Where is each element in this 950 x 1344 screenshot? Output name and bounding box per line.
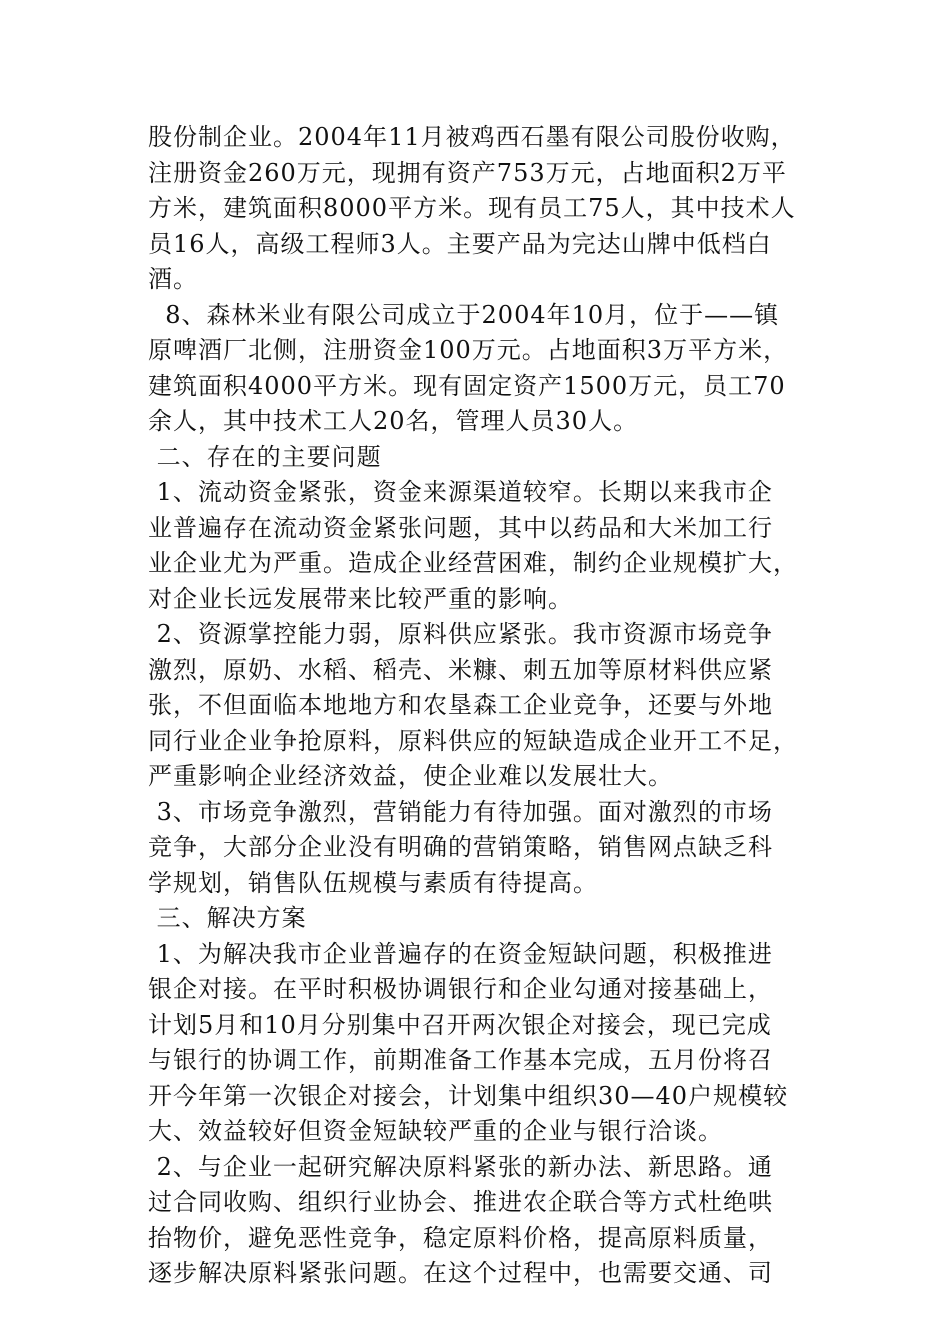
text-line: 过合同收购、组织行业协会、推进农企联合等方式杜绝哄 <box>148 1188 773 1216</box>
text-line: 学规划，销售队伍规模与素质有待提高。 <box>148 868 598 897</box>
paragraph-start-line: 1、流动资金紧张，资金来源渠道较窄。长期以来我市企 <box>148 478 773 506</box>
text-line: 业普遍存在流动资金紧张问题，其中以药品和大米加工行 <box>148 513 773 542</box>
text-line: 余人，其中技术工人20名，管理人员30人。 <box>148 407 639 435</box>
text-line: 股份制企业。2004年11月被鸡西石墨有限公司股份收购， <box>148 123 796 151</box>
text-line: 开今年第一次银企对接会，计划集中组织30—40户规模较 <box>148 1081 789 1110</box>
text-line: 同行业企业争抢原料，原料供应的短缺造成企业开工不足， <box>148 726 798 755</box>
section-heading: 二、存在的主要问题 <box>148 442 382 471</box>
text-line: 对企业长远发展带来比较严重的影响。 <box>148 584 573 613</box>
paragraph-start-line: 1、为解决我市企业普遍存的在资金短缺问题，积极推进 <box>148 939 773 968</box>
document-body <box>148 120 808 1292</box>
text-line: 大、效益较好但资金短缺较严重的企业与银行洽谈。 <box>148 1117 723 1145</box>
text-line: 酒。 <box>148 265 198 293</box>
text-line: 业企业尤为严重。造成企业经营困难，制约企业规模扩大， <box>148 549 798 577</box>
text-line: 方米，建筑面积8000平方米。现有员工75人，其中技术人 <box>148 194 796 222</box>
text-line: 抬物价，避免恶性竞争，稳定原料价格，提高原料质量， <box>148 1223 773 1252</box>
text-line: 原啤酒厂北侧，注册资金100万元。占地面积3万平方米， <box>148 336 789 364</box>
text-line: 与银行的协调工作，前期准备工作基本完成，五月份将召 <box>148 1046 773 1074</box>
text-line: 逐步解决原料紧张问题。在这个过程中，也需要交通、司 <box>148 1259 773 1287</box>
text-line: 竞争，大部分企业没有明确的营销策略，销售网点缺乏科 <box>148 833 773 861</box>
paragraph-start-line: 2、资源掌控能力弱，原料供应紧张。我市资源市场竞争 <box>148 620 773 648</box>
text-line: 建筑面积4000平方米。现有固定资产1500万元，员工70 <box>148 371 786 400</box>
text-line: 计划5月和10月分别集中召开两次银企对接会，现已完成 <box>148 1010 772 1039</box>
text-line: 员16人，高级工程师3人。主要产品为完达山牌中低档白 <box>148 229 772 258</box>
section-heading: 三、解决方案 <box>148 904 307 932</box>
paragraph-start-line: 2、与企业一起研究解决原料紧张的新办法、新思路。通 <box>148 1152 773 1181</box>
text-line: 银企对接。在平时积极协调银行和企业勾通对接基础上， <box>148 975 773 1003</box>
paragraph-start-line: 8、森林米业有限公司成立于2004年10月，位于——镇 <box>148 300 780 329</box>
text-line: 张，不但面临本地地方和农垦森工企业竞争，还要与外地 <box>148 691 773 719</box>
text-line: 注册资金260万元，现拥有资产753万元，占地面积2万平 <box>148 158 787 187</box>
text-line: 激烈，原奶、水稻、稻壳、米糠、刺五加等原材料供应紧 <box>148 655 773 684</box>
text-line: 严重影响企业经济效益，使企业难以发展壮大。 <box>148 762 673 790</box>
paragraph-start-line: 3、市场竞争激烈，营销能力有待加强。面对激烈的市场 <box>148 797 773 826</box>
